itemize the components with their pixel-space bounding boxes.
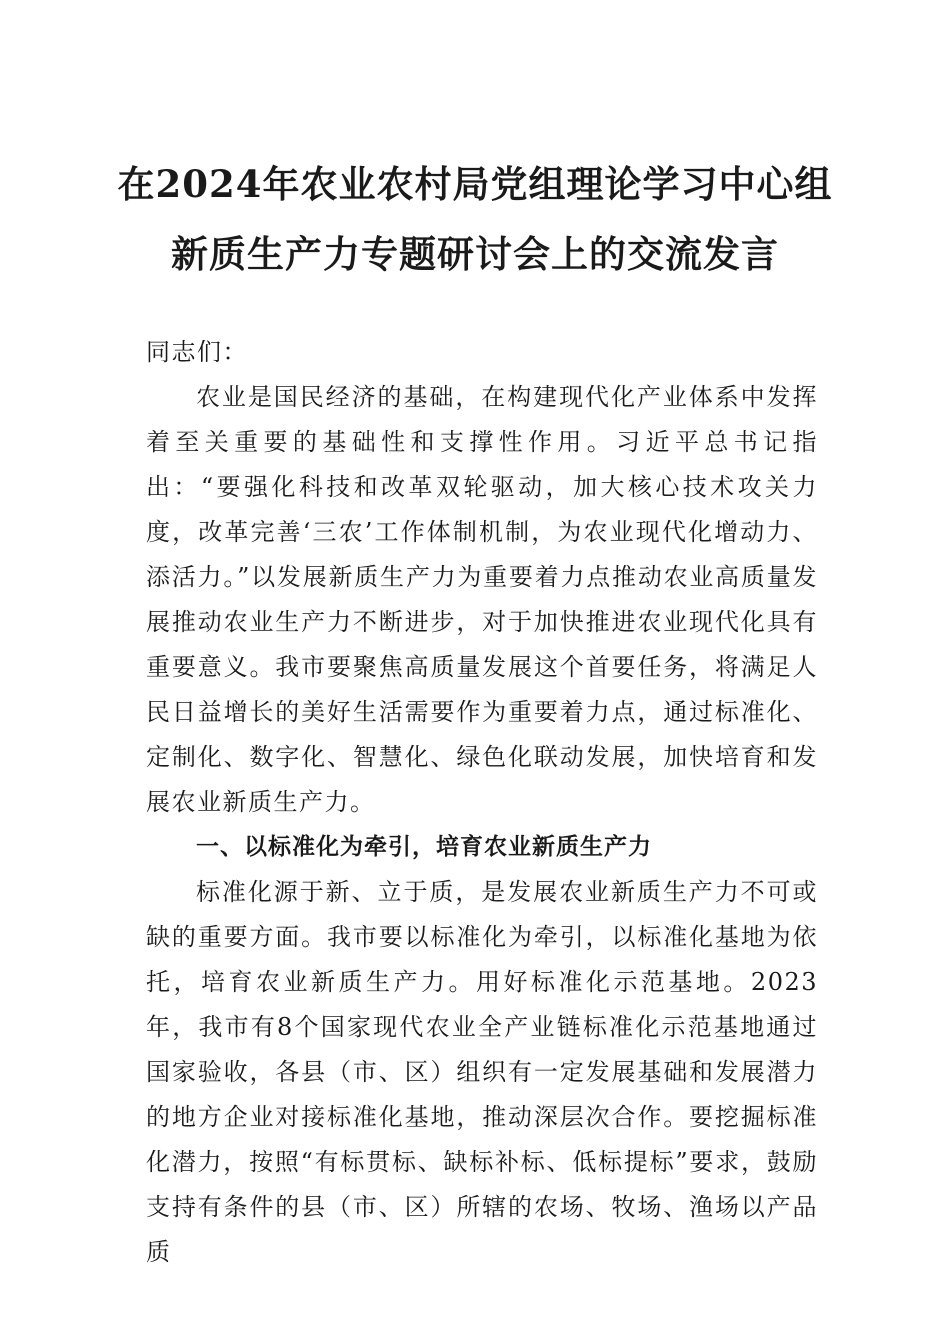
document-title-line-1: 在2024年农业农村局党组理论学习中心组 <box>117 162 833 206</box>
paragraph-intro: 农业是国民经济的基础，在构建现代化产业体系中发挥着至关重要的基础性和支撑性作用。习近平总书记指出：“要强化科技和改革双轮驱动，加大核心技术攻关力度，改革完善‘三农’工作体制机制，为农业现代化增动力、添活力。”以发展新质生产力为重要着力点推动农业高质量发展推动农业生产力不断进步，对于加快推进农业现代化具有重要意义。我市要聚焦高质量发展这个首要任务，将满足人民日益增长的美好生活需要作为重要着力点，通过标准化、定制化、数字化、智慧化、绿色化联动发展，加快培育和发展农业新质生产力。 <box>146 383 818 816</box>
section-heading-1: 一、以标准化为牵引，培育农业新质生产力 <box>196 834 652 860</box>
document-title-line-2: 新质生产力专题研讨会上的交流发言 <box>171 232 779 276</box>
salutation: 同志们： <box>146 338 248 366</box>
paragraph-standardization: 标准化源于新、立于质，是发展农业新质生产力不可或缺的重要方面。我市要以标准化为牵引，以标准化基地为依托，培育农业新质生产力。用好标准化示范基地。2023年，我市有8个国家现代农业全产业链标准化示范基地通过国家验收，各县（市、区）组织有一定发展基础和发展潜力的地方企业对接标准化基地，推动深层次合作。要挖掘标准化潜力，按照“有标贯标、缺标补标、低标提标”要求，鼓励支持有条件的县（市、区）所辖的农场、牧场、渔场以产品质 <box>146 878 818 1266</box>
document-body <box>146 330 818 1275</box>
